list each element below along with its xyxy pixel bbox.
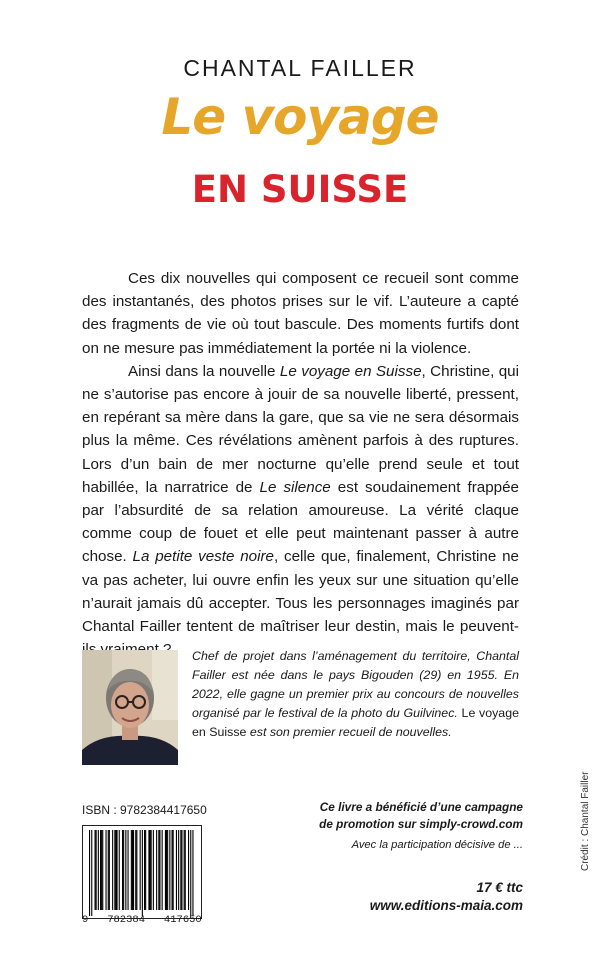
story-title: La petite veste noire <box>132 548 274 566</box>
story-title: Le voyage en Suisse <box>279 362 422 380</box>
price: 17 € ttc <box>476 880 523 895</box>
bio-book-title: Le voyage en Suisse <box>192 706 519 739</box>
summary-text: , Christine, qui ne s’autorise pas encore à jouir de sa nouvelle liberté, pressent, en repérant sa mère dans la gare, que sa vie ne sera désormais plus la même. Ces révélations amènent parfois à des ruptures. Lors d’un bain de mer nocturne qu’elle prend seule et tout habillée, la narratrice de <box>82 362 519 496</box>
bio-text: Chef de projet dans l’aménagement du territoire, Chantal Failler est née dans le pays Bigouden (29) en 1955. En 2022, elle gagne un premier prix au concours de nouvelles organisé par le festival de la photo du Guilvinec. <box>192 649 519 720</box>
barcode <box>82 825 202 919</box>
barcode-digits: 9 782384 417650 <box>82 914 202 926</box>
book-title-line1: Le voyage <box>161 88 439 146</box>
summary-text: est soudainement frappée par l’absurdité de sa relation amoureuse. La vérité claque comme coup de fouet et elle peut maintenant passer à autre chose. <box>82 478 520 566</box>
summary-text: , celle que, finalement, Christine ne va pas acheter, lui ouvre enfin les yeux sur une situation qu’elle n’aurait jamais dû accepter. Tous les personnages imaginés par Chantal Failler tentent de maîtriser leur destin, mais le peuvent- <box>82 548 519 636</box>
photo-credit: Crédit : Chantal Failler <box>580 771 591 871</box>
book-title-line2: EN SUISSE <box>191 168 409 211</box>
isbn-label: ISBN : 9782384417650 <box>82 803 207 817</box>
author-portrait <box>82 650 178 765</box>
crowdfunding-note <box>300 799 523 833</box>
back-cover-summary <box>82 267 519 661</box>
participation-note: Avec la participation décisive de ... <box>351 839 523 851</box>
summary-paragraph-1: Ces dix nouvelles qui composent ce recueil sont comme des instantanés, des photos prises sur le vif. L’auteure a capté des fragments de vie où tout bascule. Des moments furtifs dont on ne mesure pas immédiatement la portée ni la violence. <box>82 270 519 357</box>
author-biography <box>192 647 519 742</box>
author-portrait-illustration <box>82 650 178 765</box>
publisher-website: www.editions-maia.com <box>369 898 523 913</box>
barcode-bars <box>83 826 201 918</box>
promo-line-1: Ce livre a bénéficié d’une campagne <box>319 800 523 814</box>
promo-line-2: de promotion sur simply-crowd.com <box>319 817 523 831</box>
story-title: Le silence <box>259 478 331 496</box>
summary-paragraph-2 <box>82 360 519 662</box>
bio-text: est son premier recueil de nouvelles. <box>246 725 452 739</box>
author-name: CHANTAL FAILLER <box>183 55 417 81</box>
summary-text: Ainsi dans la nouvelle <box>128 362 280 380</box>
